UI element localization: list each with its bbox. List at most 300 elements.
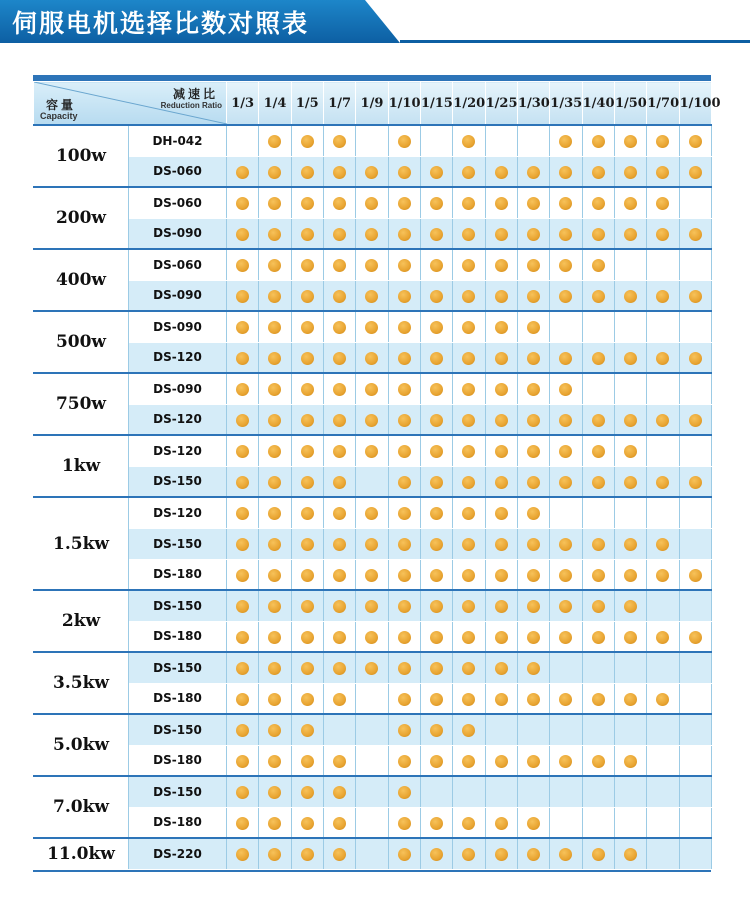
availability-dot-icon <box>430 383 443 396</box>
availability-dot-icon <box>430 507 443 520</box>
ratio-cell <box>388 342 420 373</box>
availability-dot-icon <box>559 538 572 551</box>
availability-dot-icon <box>333 383 346 396</box>
ratio-cell <box>259 404 291 435</box>
availability-dot-icon <box>624 414 637 427</box>
model-cell: DS-220 <box>129 838 227 869</box>
availability-dot-icon <box>301 538 314 551</box>
ratio-cell <box>356 745 388 776</box>
ratio-cell <box>420 187 452 218</box>
ratio-cell <box>323 311 355 342</box>
ratio-cell <box>291 714 323 745</box>
availability-dot-icon <box>495 693 508 706</box>
ratio-cell <box>582 621 614 652</box>
ratio-cell <box>647 187 679 218</box>
ratio-cell <box>323 621 355 652</box>
availability-dot-icon <box>236 662 249 675</box>
ratio-header: 1/100 <box>679 82 711 126</box>
ratio-cell <box>323 280 355 311</box>
ratio-cell <box>485 497 517 528</box>
availability-dot-icon <box>495 259 508 272</box>
table-row <box>34 776 712 807</box>
availability-dot-icon <box>365 228 378 241</box>
ratio-cell <box>550 621 582 652</box>
table-row <box>34 342 712 373</box>
ratio-cell <box>259 435 291 466</box>
table-row <box>34 466 712 497</box>
ratio-header: 1/7 <box>323 82 355 126</box>
availability-dot-icon <box>624 135 637 148</box>
model-cell: DS-150 <box>129 652 227 683</box>
ratio-cell <box>647 156 679 187</box>
ratio-cell <box>227 342 259 373</box>
availability-dot-icon <box>301 445 314 458</box>
header-corner <box>34 82 227 126</box>
ratio-cell <box>453 838 485 869</box>
availability-dot-icon <box>398 631 411 644</box>
availability-dot-icon <box>268 352 281 365</box>
ratio-cell <box>420 528 452 559</box>
ratio-cell <box>550 187 582 218</box>
availability-dot-icon <box>495 631 508 644</box>
availability-dot-icon <box>462 228 475 241</box>
ratio-cell <box>485 652 517 683</box>
model-cell: DS-150 <box>129 776 227 807</box>
table-row <box>34 497 712 528</box>
ratio-cell <box>517 714 549 745</box>
availability-dot-icon <box>559 197 572 210</box>
ratio-cell <box>227 590 259 621</box>
table-row <box>34 714 712 745</box>
availability-dot-icon <box>333 445 346 458</box>
availability-dot-icon <box>268 724 281 737</box>
availability-dot-icon <box>656 538 669 551</box>
model-cell: DS-090 <box>129 311 227 342</box>
availability-dot-icon <box>301 755 314 768</box>
ratio-cell <box>485 187 517 218</box>
ratio-cell <box>227 311 259 342</box>
availability-dot-icon <box>656 228 669 241</box>
ratio-cell <box>614 590 646 621</box>
table-row <box>34 311 712 342</box>
availability-dot-icon <box>301 817 314 830</box>
ratio-cell <box>679 373 711 404</box>
table-row <box>34 807 712 838</box>
model-cell: DS-150 <box>129 528 227 559</box>
availability-dot-icon <box>333 662 346 675</box>
ratio-cell <box>614 156 646 187</box>
ratio-cell <box>647 249 679 280</box>
ratio-cell <box>517 838 549 869</box>
ratio-cell <box>323 156 355 187</box>
ratio-cell <box>356 838 388 869</box>
availability-dot-icon <box>592 259 605 272</box>
ratio-cell <box>485 559 517 590</box>
ratio-cell <box>614 683 646 714</box>
availability-dot-icon <box>689 476 702 489</box>
ratio-cell <box>614 652 646 683</box>
ratio-cell <box>517 373 549 404</box>
ratio-cell <box>291 125 323 156</box>
ratio-cell <box>323 807 355 838</box>
availability-dot-icon <box>301 321 314 334</box>
ratio-cell <box>227 745 259 776</box>
ratio-cell <box>485 156 517 187</box>
ratio-cell <box>356 528 388 559</box>
availability-dot-icon <box>656 693 669 706</box>
ratio-cell <box>259 807 291 838</box>
ratio-cell <box>679 745 711 776</box>
availability-dot-icon <box>495 197 508 210</box>
ratio-cell <box>227 621 259 652</box>
ratio-cell <box>550 218 582 249</box>
availability-dot-icon <box>430 600 443 613</box>
ratio-cell <box>259 714 291 745</box>
availability-dot-icon <box>398 662 411 675</box>
ratio-cell <box>388 249 420 280</box>
ratio-cell <box>420 714 452 745</box>
ratio-cell <box>227 466 259 497</box>
availability-dot-icon <box>398 848 411 861</box>
availability-dot-icon <box>268 197 281 210</box>
availability-dot-icon <box>301 600 314 613</box>
ratio-table-container <box>33 75 721 872</box>
model-cell: DH-042 <box>129 125 227 156</box>
ratio-cell <box>453 280 485 311</box>
ratio-cell <box>356 497 388 528</box>
ratio-cell <box>388 311 420 342</box>
ratio-label-en: Reduction Ratio <box>160 101 222 110</box>
ratio-cell <box>485 435 517 466</box>
availability-dot-icon <box>333 538 346 551</box>
availability-dot-icon <box>398 197 411 210</box>
ratio-cell <box>420 807 452 838</box>
ratio-cell <box>291 528 323 559</box>
availability-dot-icon <box>462 538 475 551</box>
ratio-cell <box>291 280 323 311</box>
availability-dot-icon <box>333 631 346 644</box>
ratio-cell <box>356 776 388 807</box>
model-cell: DS-180 <box>129 807 227 838</box>
ratio-cell <box>388 404 420 435</box>
availability-dot-icon <box>656 352 669 365</box>
availability-dot-icon <box>398 693 411 706</box>
availability-dot-icon <box>527 848 540 861</box>
availability-dot-icon <box>527 259 540 272</box>
ratio-cell <box>485 466 517 497</box>
availability-dot-icon <box>268 817 281 830</box>
availability-dot-icon <box>301 631 314 644</box>
ratio-cell <box>420 466 452 497</box>
availability-dot-icon <box>301 569 314 582</box>
availability-dot-icon <box>333 817 346 830</box>
availability-dot-icon <box>592 197 605 210</box>
ratio-cell <box>388 621 420 652</box>
ratio-cell <box>550 311 582 342</box>
ratio-cell <box>517 590 549 621</box>
ratio-cell <box>356 559 388 590</box>
ratio-cell <box>227 652 259 683</box>
ratio-cell <box>356 373 388 404</box>
ratio-cell <box>679 311 711 342</box>
availability-dot-icon <box>592 228 605 241</box>
ratio-cell <box>356 466 388 497</box>
availability-dot-icon <box>656 631 669 644</box>
ratio-cell <box>291 497 323 528</box>
availability-dot-icon <box>559 445 572 458</box>
availability-dot-icon <box>301 228 314 241</box>
availability-dot-icon <box>495 414 508 427</box>
ratio-cell <box>453 187 485 218</box>
availability-dot-icon <box>559 848 572 861</box>
availability-dot-icon <box>462 848 475 861</box>
ratio-cell <box>485 342 517 373</box>
ratio-label-zh: 减速比 <box>172 87 218 101</box>
availability-dot-icon <box>365 166 378 179</box>
ratio-cell <box>679 466 711 497</box>
ratio-cell <box>227 249 259 280</box>
availability-dot-icon <box>559 569 572 582</box>
table-body <box>34 125 712 869</box>
availability-dot-icon <box>527 693 540 706</box>
ratio-cell <box>582 590 614 621</box>
ratio-cell <box>388 590 420 621</box>
availability-dot-icon <box>365 631 378 644</box>
ratio-cell <box>291 249 323 280</box>
ratio-cell <box>291 311 323 342</box>
availability-dot-icon <box>462 662 475 675</box>
ratio-cell <box>323 838 355 869</box>
ratio-cell <box>614 373 646 404</box>
availability-dot-icon <box>333 755 346 768</box>
model-cell: DS-120 <box>129 435 227 466</box>
ratio-cell <box>227 280 259 311</box>
ratio-cell <box>453 497 485 528</box>
availability-dot-icon <box>624 538 637 551</box>
model-cell: DS-120 <box>129 497 227 528</box>
availability-dot-icon <box>236 476 249 489</box>
availability-dot-icon <box>365 197 378 210</box>
availability-dot-icon <box>268 631 281 644</box>
ratio-cell <box>647 590 679 621</box>
availability-dot-icon <box>301 476 314 489</box>
availability-dot-icon <box>462 259 475 272</box>
ratio-cell <box>227 218 259 249</box>
ratio-cell <box>614 404 646 435</box>
availability-dot-icon <box>268 321 281 334</box>
ratio-cell <box>485 373 517 404</box>
availability-dot-icon <box>559 352 572 365</box>
ratio-cell <box>323 776 355 807</box>
capacity-cell: 500w <box>34 311 129 373</box>
ratio-cell <box>259 187 291 218</box>
ratio-cell <box>453 218 485 249</box>
ratio-cell <box>453 745 485 776</box>
ratio-cell <box>485 249 517 280</box>
availability-dot-icon <box>495 228 508 241</box>
ratio-cell <box>388 497 420 528</box>
availability-dot-icon <box>268 662 281 675</box>
ratio-cell <box>259 838 291 869</box>
availability-dot-icon <box>398 817 411 830</box>
ratio-cell <box>356 621 388 652</box>
ratio-cell <box>453 342 485 373</box>
availability-dot-icon <box>365 383 378 396</box>
table-row <box>34 435 712 466</box>
ratio-cell <box>291 745 323 776</box>
ratio-cell <box>647 218 679 249</box>
ratio-cell <box>614 714 646 745</box>
ratio-cell <box>323 125 355 156</box>
ratio-cell <box>550 559 582 590</box>
availability-dot-icon <box>333 166 346 179</box>
ratio-cell <box>420 156 452 187</box>
ratio-cell <box>679 838 711 869</box>
capacity-cell: 1.5kw <box>34 497 129 590</box>
ratio-cell <box>388 714 420 745</box>
availability-dot-icon <box>333 259 346 272</box>
ratio-cell <box>227 683 259 714</box>
ratio-cell <box>453 528 485 559</box>
availability-dot-icon <box>301 693 314 706</box>
ratio-cell <box>517 497 549 528</box>
availability-dot-icon <box>430 414 443 427</box>
availability-dot-icon <box>333 414 346 427</box>
ratio-cell <box>259 745 291 776</box>
ratio-cell <box>582 466 614 497</box>
availability-dot-icon <box>624 352 637 365</box>
ratio-cell <box>517 218 549 249</box>
table-row <box>34 125 712 156</box>
table-row <box>34 683 712 714</box>
availability-dot-icon <box>495 507 508 520</box>
ratio-cell <box>388 187 420 218</box>
ratio-cell <box>388 683 420 714</box>
availability-dot-icon <box>268 290 281 303</box>
ratio-cell <box>550 497 582 528</box>
availability-dot-icon <box>462 135 475 148</box>
availability-dot-icon <box>559 259 572 272</box>
ratio-cell <box>679 528 711 559</box>
ratio-cell <box>259 559 291 590</box>
ratio-cell <box>323 528 355 559</box>
ratio-cell <box>291 590 323 621</box>
availability-dot-icon <box>301 290 314 303</box>
ratio-cell <box>259 652 291 683</box>
capacity-label-en: Capacity <box>40 111 78 121</box>
availability-dot-icon <box>398 383 411 396</box>
availability-dot-icon <box>398 321 411 334</box>
availability-dot-icon <box>301 259 314 272</box>
ratio-cell <box>679 621 711 652</box>
availability-dot-icon <box>495 290 508 303</box>
ratio-cell <box>679 807 711 838</box>
ratio-cell <box>647 714 679 745</box>
ratio-cell <box>291 621 323 652</box>
availability-dot-icon <box>268 755 281 768</box>
availability-dot-icon <box>236 786 249 799</box>
ratio-cell <box>420 249 452 280</box>
ratio-cell <box>291 466 323 497</box>
availability-dot-icon <box>333 569 346 582</box>
availability-dot-icon <box>268 693 281 706</box>
ratio-cell <box>647 373 679 404</box>
availability-dot-icon <box>495 755 508 768</box>
ratio-cell <box>227 559 259 590</box>
availability-dot-icon <box>527 755 540 768</box>
table-row <box>34 528 712 559</box>
ratio-header: 1/20 <box>453 82 485 126</box>
ratio-cell <box>614 776 646 807</box>
ratio-cell <box>291 652 323 683</box>
ratio-cell <box>517 528 549 559</box>
ratio-cell <box>291 156 323 187</box>
ratio-cell <box>582 249 614 280</box>
ratio-cell <box>356 435 388 466</box>
model-cell: DS-180 <box>129 683 227 714</box>
availability-dot-icon <box>236 724 249 737</box>
availability-dot-icon <box>430 445 443 458</box>
availability-dot-icon <box>656 166 669 179</box>
ratio-cell <box>356 683 388 714</box>
ratio-cell <box>485 404 517 435</box>
availability-dot-icon <box>333 600 346 613</box>
ratio-cell <box>291 683 323 714</box>
ratio-cell <box>485 125 517 156</box>
availability-dot-icon <box>301 414 314 427</box>
ratio-cell <box>647 559 679 590</box>
ratio-cell <box>420 218 452 249</box>
availability-dot-icon <box>301 197 314 210</box>
ratio-header: 1/4 <box>259 82 291 126</box>
availability-dot-icon <box>559 755 572 768</box>
ratio-cell <box>517 559 549 590</box>
ratio-cell <box>614 125 646 156</box>
availability-dot-icon <box>689 290 702 303</box>
ratio-cell <box>323 559 355 590</box>
ratio-cell <box>453 373 485 404</box>
ratio-cell <box>550 652 582 683</box>
availability-dot-icon <box>495 569 508 582</box>
ratio-cell <box>647 745 679 776</box>
availability-dot-icon <box>365 538 378 551</box>
ratio-cell <box>227 156 259 187</box>
ratio-table <box>33 81 721 870</box>
ratio-cell <box>227 497 259 528</box>
ratio-cell <box>453 621 485 652</box>
table-row <box>34 838 712 869</box>
ratio-header: 1/30 <box>517 82 549 126</box>
availability-dot-icon <box>301 786 314 799</box>
ratio-cell <box>356 714 388 745</box>
ratio-cell <box>614 187 646 218</box>
ratio-cell <box>647 807 679 838</box>
ratio-cell <box>485 621 517 652</box>
availability-dot-icon <box>398 507 411 520</box>
availability-dot-icon <box>624 631 637 644</box>
ratio-cell <box>550 745 582 776</box>
ratio-cell <box>420 280 452 311</box>
availability-dot-icon <box>333 786 346 799</box>
availability-dot-icon <box>624 569 637 582</box>
ratio-cell <box>420 342 452 373</box>
availability-dot-icon <box>333 476 346 489</box>
ratio-cell <box>679 497 711 528</box>
ratio-cell <box>388 125 420 156</box>
ratio-cell <box>259 590 291 621</box>
ratio-cell <box>323 373 355 404</box>
table-row <box>34 187 712 218</box>
